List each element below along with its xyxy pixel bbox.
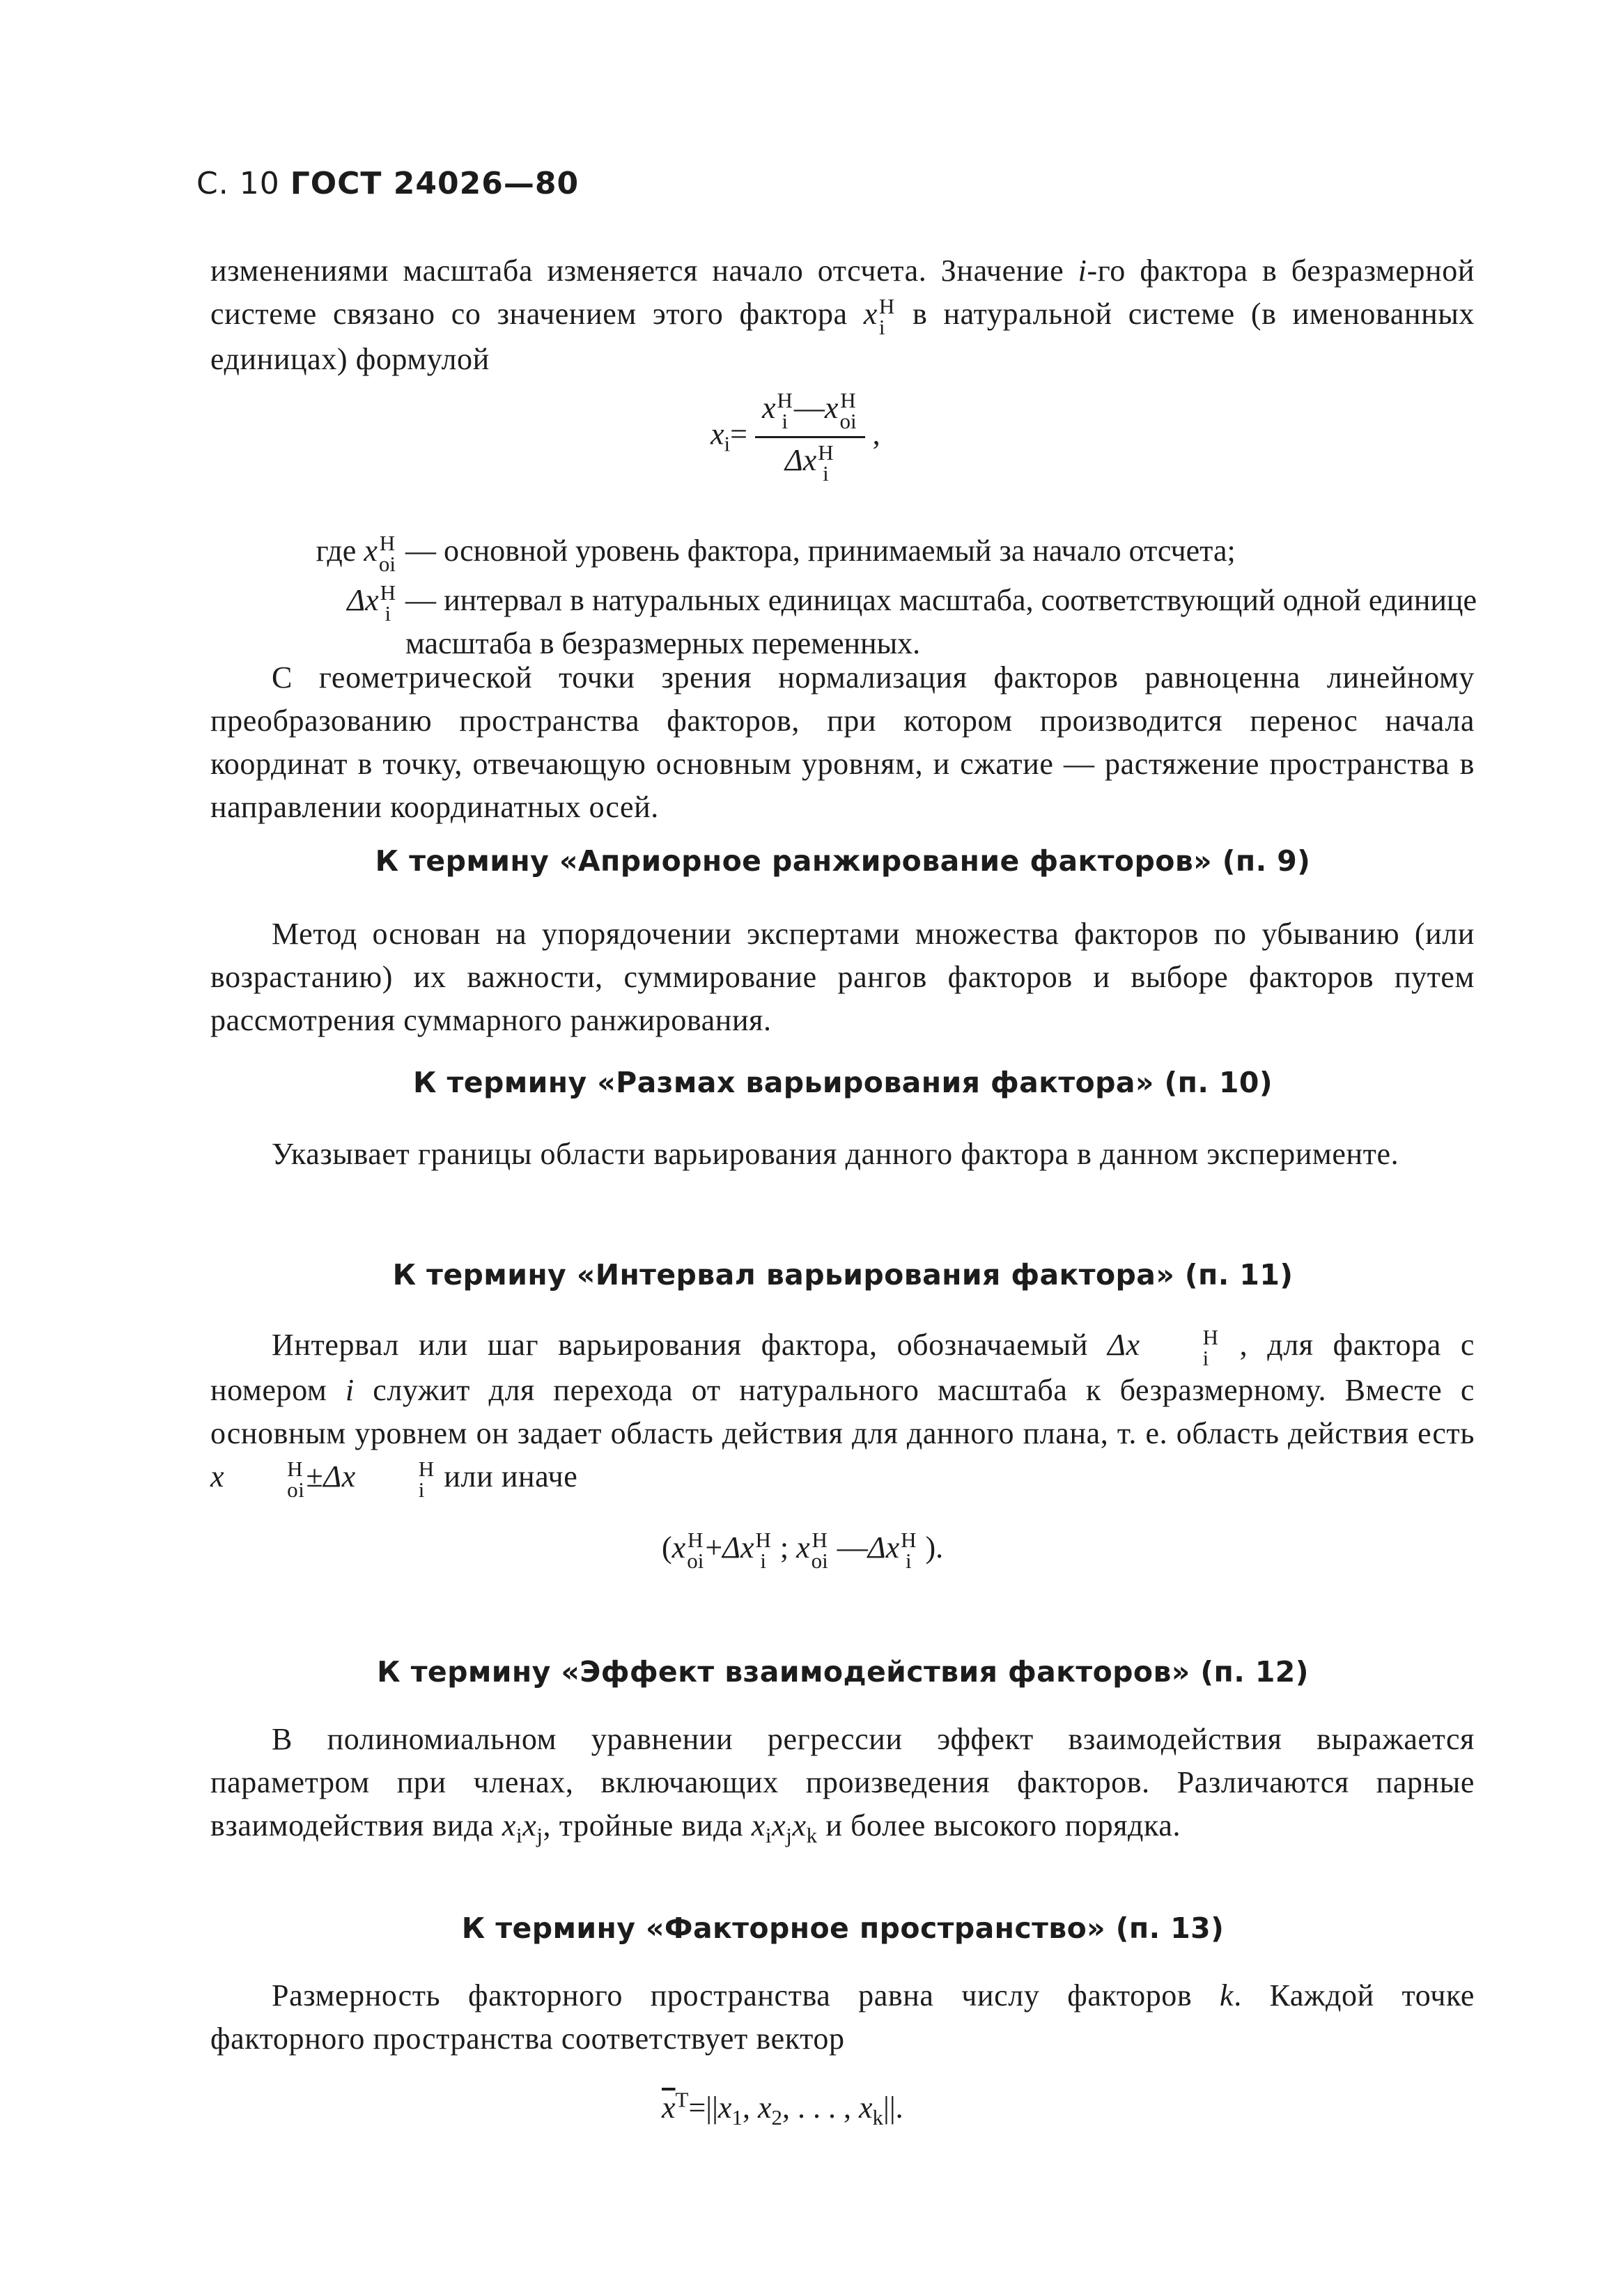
definitions-list <box>230 529 1477 665</box>
x-i-natural: x Н i <box>863 293 895 339</box>
section-heading-9: К термину «Априорное ранжирование факторов» (п. 9) <box>375 844 1311 878</box>
section-heading-11: К термину «Интервал варьирования фактора» (п. 11) <box>392 1258 1294 1292</box>
section-text-13: Размерность факторного пространства равна числу факторов k. Каждой точке факторного пространства соответствует вектор <box>210 1978 1475 2056</box>
page-header <box>196 166 579 201</box>
formula-fraction: x Н i —x Н oi Δx Н i <box>755 390 865 484</box>
definition-base-level: где x Н oi — основной уровень фактора, принимаемый за начало отсчета; <box>316 530 1236 576</box>
normalization-formula: $x_i=$ x Н i —x Н oi Δx Н i , <box>710 388 880 486</box>
section-heading-12: К термину «Эффект взаимодействия факторов» (п. 12) <box>377 1655 1309 1689</box>
definition-interval: Δx Н i — интервал в натуральных единицах масштаба, соответствующий одной единице масштаба в безразмерных переменных. <box>347 580 1477 660</box>
action-region-formula: (x Н oi +Δx Н i ; x Н oi —Δx Н i ). <box>662 1528 944 1573</box>
section-text-9: Метод основан на упорядочении экспертами множества факторов по убыванию (или возрастанию) их важности, суммирование рангов факторов и выборе факторов путем рассмотрения суммарного ранжирования. <box>210 917 1475 1037</box>
page-number: С. 10 <box>196 166 280 201</box>
vector-formula: $\overline{x}^T=||x_1$, $x_2$, . . . , $x_k||$. <box>662 2087 903 2130</box>
section-heading-13: К термину «Факторное пространство» (п. 13) <box>461 1911 1225 1945</box>
geometry-paragraph: С геометрической точки зрения нормализация факторов равноценна линейному преобразованию пространства факторов, при котором производится перенос начала координат в точку, отвечающую основным уровням, и сжатие — растяжение пространства в направлении координатных осей. <box>210 660 1475 824</box>
standard-code: ГОСТ 24026—80 <box>290 166 580 201</box>
section-text-12: В полиномиальном уравнении регрессии эффект взаимодействия выражается параметром при членах, включающих произведения факторов. Различаются парные взаимодействия вида $x_ix_j$, тройные вида $x_ix_jx_k$ и более высокого порядка. <box>210 1722 1475 1847</box>
intro-paragraph: изменениями масштаба изменяется начало отсчета. Значение i-го фактора в безразмерной системе связано со значением этого фактора x Н i в натуральной системе (в именованных единицах) формулой <box>210 254 1475 376</box>
section-text-10: Указывает границы области варьирования данного фактора в данном эксперименте. <box>272 1137 1399 1171</box>
section-heading-10: К термину «Размах варьирования фактора» (п. 10) <box>413 1066 1273 1099</box>
section-text-11: Интервал или шаг варьирования фактора, обозначаемый Δx Н i , для фактора с номером i служит для перехода от натурального масштаба к безразмерному. Вместе с основным уровнем он задает область действия для данного плана, т. е. область действия есть x Н oi ±Δx Н i или иначе <box>210 1324 1475 1502</box>
